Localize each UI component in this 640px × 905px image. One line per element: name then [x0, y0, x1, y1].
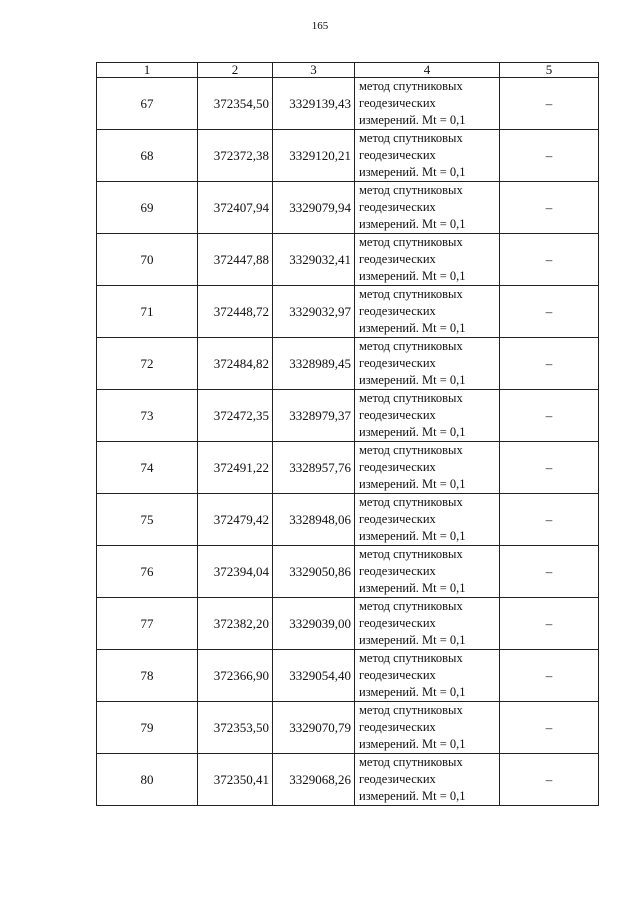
point-number-cell: 74: [97, 442, 198, 494]
note-cell: –: [500, 702, 599, 754]
point-number-cell: 68: [97, 130, 198, 182]
method-cell: [355, 182, 500, 234]
method-line: метод спутниковых: [359, 703, 463, 717]
method-line: измерений. Mt = 0,1: [359, 321, 466, 335]
point-number-cell: 75: [97, 494, 198, 546]
method-line: измерений. Mt = 0,1: [359, 425, 466, 439]
method-line: геодезических: [359, 512, 436, 526]
point-number-cell: 79: [97, 702, 198, 754]
table-row: [97, 78, 599, 130]
x-coordinate-cell: 372382,20: [198, 598, 273, 650]
method-cell: [355, 130, 500, 182]
y-coordinate-cell: 3329032,41: [273, 234, 355, 286]
method-line: измерений. Mt = 0,1: [359, 477, 466, 491]
method-cell: [355, 546, 500, 598]
method-cell: [355, 598, 500, 650]
column-header-3: 3: [273, 63, 355, 78]
method-line: метод спутниковых: [359, 443, 463, 457]
y-coordinate-cell: 3329050,86: [273, 546, 355, 598]
point-number-cell: 71: [97, 286, 198, 338]
method-line: геодезических: [359, 772, 436, 786]
table-row: [97, 494, 599, 546]
method-line: геодезических: [359, 252, 436, 266]
method-line: метод спутниковых: [359, 183, 463, 197]
method-line: измерений. Mt = 0,1: [359, 217, 466, 231]
table-row: [97, 546, 599, 598]
y-coordinate-cell: 3328948,06: [273, 494, 355, 546]
method-cell: [355, 650, 500, 702]
method-line: метод спутниковых: [359, 651, 463, 665]
method-line: измерений. Mt = 0,1: [359, 165, 466, 179]
x-coordinate-cell: 372366,90: [198, 650, 273, 702]
note-cell: –: [500, 546, 599, 598]
method-line: геодезических: [359, 564, 436, 578]
point-number-cell: 72: [97, 338, 198, 390]
method-line: геодезических: [359, 148, 436, 162]
x-coordinate-cell: 372472,35: [198, 390, 273, 442]
table-row: [97, 182, 599, 234]
method-cell: [355, 234, 500, 286]
table-row: [97, 598, 599, 650]
note-cell: –: [500, 234, 599, 286]
x-coordinate-cell: 372354,50: [198, 78, 273, 130]
note-cell: –: [500, 338, 599, 390]
y-coordinate-cell: 3329120,21: [273, 130, 355, 182]
note-cell: –: [500, 182, 599, 234]
point-number-cell: 76: [97, 546, 198, 598]
method-line: измерений. Mt = 0,1: [359, 113, 466, 127]
point-number-cell: 77: [97, 598, 198, 650]
table-row: [97, 442, 599, 494]
header-row: [97, 63, 599, 78]
note-cell: –: [500, 494, 599, 546]
column-header-5: 5: [500, 63, 599, 78]
column-header-4: 4: [355, 63, 500, 78]
point-number-cell: 69: [97, 182, 198, 234]
method-line: геодезических: [359, 720, 436, 734]
x-coordinate-cell: 372394,04: [198, 546, 273, 598]
x-coordinate-cell: 372479,42: [198, 494, 273, 546]
method-line: геодезических: [359, 200, 436, 214]
method-line: измерений. Mt = 0,1: [359, 737, 466, 751]
x-coordinate-cell: 372407,94: [198, 182, 273, 234]
page-number: 165: [311, 20, 329, 32]
method-line: геодезических: [359, 96, 436, 110]
note-cell: –: [500, 754, 599, 806]
y-coordinate-cell: 3329054,40: [273, 650, 355, 702]
method-cell: [355, 78, 500, 130]
x-coordinate-cell: 372448,72: [198, 286, 273, 338]
x-coordinate-cell: 372372,38: [198, 130, 273, 182]
y-coordinate-cell: 3329032,97: [273, 286, 355, 338]
note-cell: –: [500, 78, 599, 130]
method-line: метод спутниковых: [359, 339, 463, 353]
method-line: метод спутниковых: [359, 79, 463, 93]
table-row: [97, 130, 599, 182]
method-line: метод спутниковых: [359, 235, 463, 249]
method-line: метод спутниковых: [359, 755, 463, 769]
method-line: измерений. Mt = 0,1: [359, 789, 466, 803]
method-cell: [355, 494, 500, 546]
method-line: измерений. Mt = 0,1: [359, 529, 466, 543]
y-coordinate-cell: 3329139,43: [273, 78, 355, 130]
note-cell: –: [500, 130, 599, 182]
point-number-cell: 70: [97, 234, 198, 286]
note-cell: –: [500, 598, 599, 650]
method-line: метод спутниковых: [359, 391, 463, 405]
point-number-cell: 73: [97, 390, 198, 442]
method-line: геодезических: [359, 304, 436, 318]
table-body: [97, 78, 599, 806]
table-row: [97, 234, 599, 286]
method-line: метод спутниковых: [359, 495, 463, 509]
method-line: измерений. Mt = 0,1: [359, 581, 466, 595]
method-cell: [355, 390, 500, 442]
note-cell: –: [500, 390, 599, 442]
method-cell: [355, 442, 500, 494]
method-line: метод спутниковых: [359, 547, 463, 561]
x-coordinate-cell: 372484,82: [198, 338, 273, 390]
y-coordinate-cell: 3329068,26: [273, 754, 355, 806]
method-line: геодезических: [359, 668, 436, 682]
y-coordinate-cell: 3329079,94: [273, 182, 355, 234]
note-cell: –: [500, 286, 599, 338]
y-coordinate-cell: 3328957,76: [273, 442, 355, 494]
method-line: геодезических: [359, 616, 436, 630]
method-line: метод спутниковых: [359, 599, 463, 613]
method-line: метод спутниковых: [359, 131, 463, 145]
y-coordinate-cell: 3329070,79: [273, 702, 355, 754]
point-number-cell: 80: [97, 754, 198, 806]
table-row: [97, 390, 599, 442]
column-header-2: 2: [198, 63, 273, 78]
y-coordinate-cell: 3328979,37: [273, 390, 355, 442]
method-cell: [355, 702, 500, 754]
table-row: [97, 650, 599, 702]
y-coordinate-cell: 3329039,00: [273, 598, 355, 650]
table-row: [97, 286, 599, 338]
method-line: геодезических: [359, 460, 436, 474]
method-line: геодезических: [359, 356, 436, 370]
x-coordinate-cell: 372447,88: [198, 234, 273, 286]
note-cell: –: [500, 442, 599, 494]
method-line: метод спутниковых: [359, 287, 463, 301]
table-row: [97, 338, 599, 390]
x-coordinate-cell: 372353,50: [198, 702, 273, 754]
table-header: [97, 63, 599, 78]
method-line: измерений. Mt = 0,1: [359, 373, 466, 387]
point-number-cell: 67: [97, 78, 198, 130]
x-coordinate-cell: 372491,22: [198, 442, 273, 494]
point-number-cell: 78: [97, 650, 198, 702]
method-cell: [355, 754, 500, 806]
note-cell: –: [500, 650, 599, 702]
method-line: измерений. Mt = 0,1: [359, 269, 466, 283]
method-line: измерений. Mt = 0,1: [359, 685, 466, 699]
method-cell: [355, 338, 500, 390]
method-cell: [355, 286, 500, 338]
method-line: измерений. Mt = 0,1: [359, 633, 466, 647]
coordinates-table: [96, 62, 599, 806]
table-row: [97, 702, 599, 754]
y-coordinate-cell: 3328989,45: [273, 338, 355, 390]
x-coordinate-cell: 372350,41: [198, 754, 273, 806]
column-header-1: 1: [97, 63, 198, 78]
table-row: [97, 754, 599, 806]
method-line: геодезических: [359, 408, 436, 422]
